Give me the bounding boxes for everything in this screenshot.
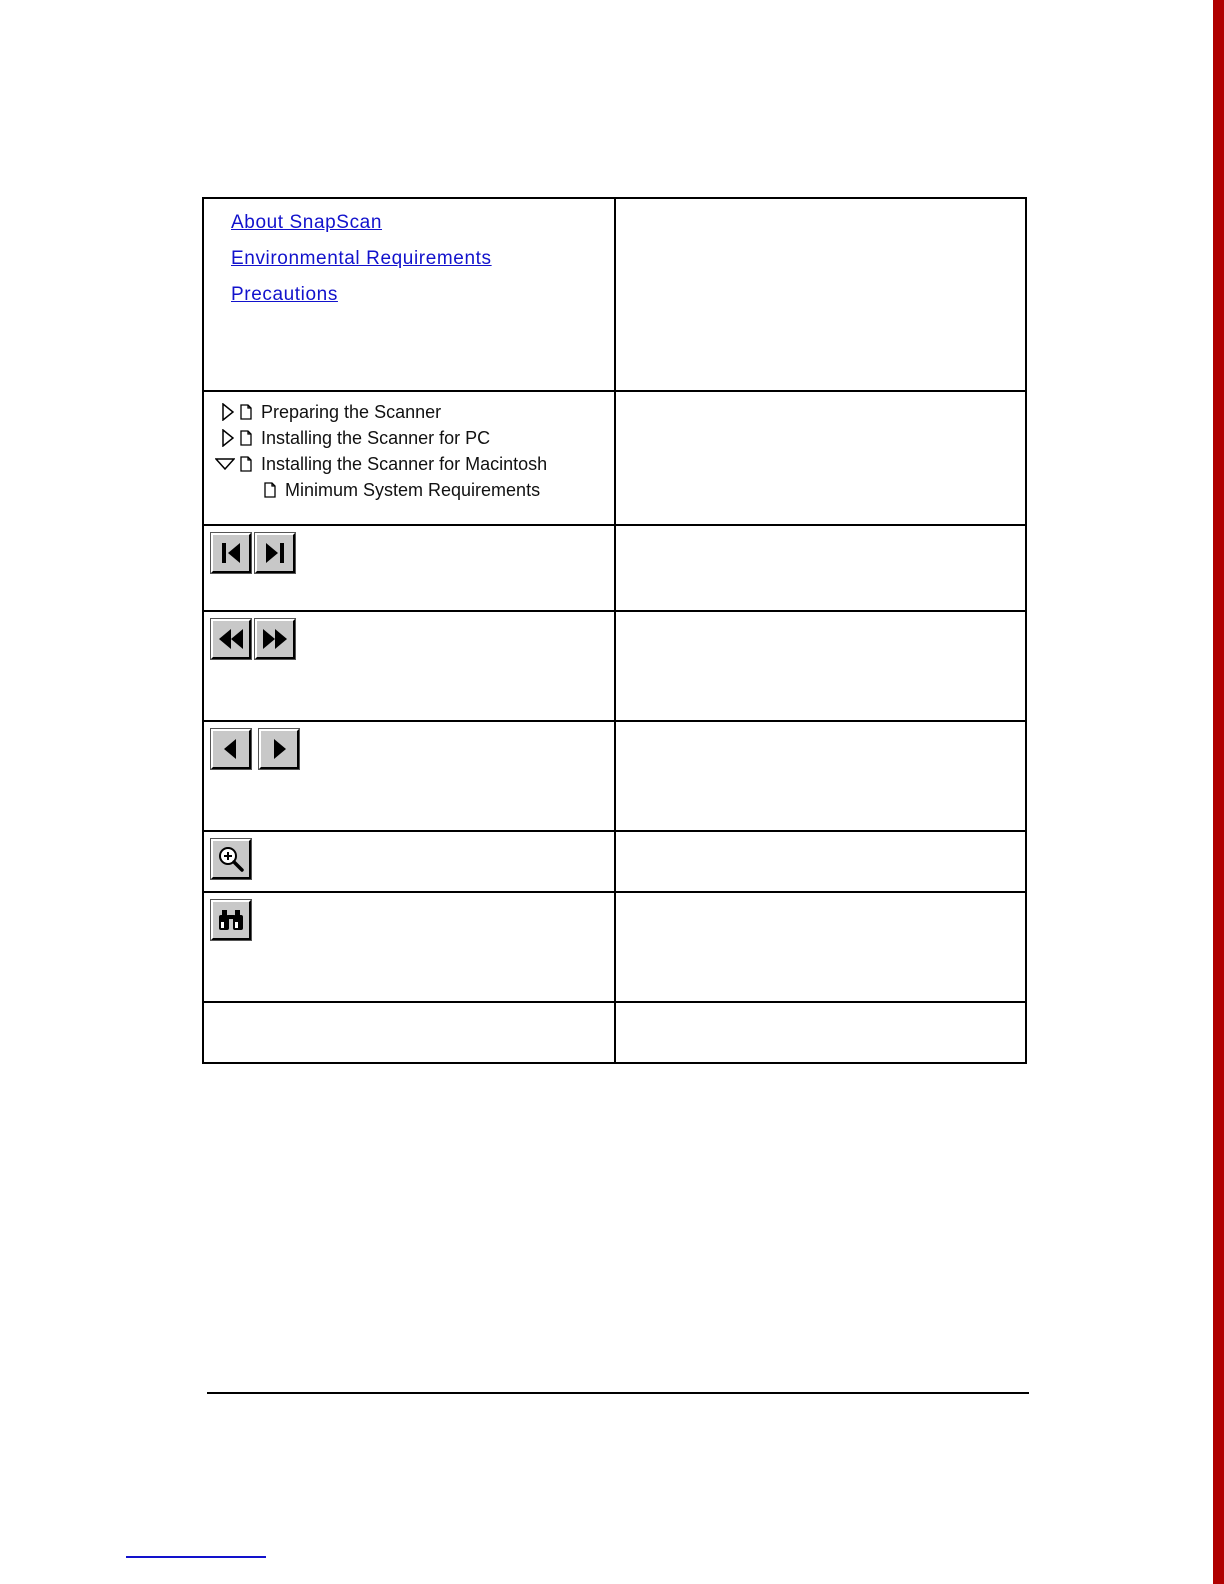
table-row (203, 831, 1026, 892)
prev-next-buttons-cell (203, 721, 615, 831)
description-cell (615, 391, 1026, 525)
document-icon (264, 482, 276, 498)
link-precautions[interactable]: Precautions (231, 284, 338, 305)
rewind-icon (217, 626, 245, 652)
bookmark-tree-cell (203, 391, 615, 525)
zoom-button-cell (203, 831, 615, 892)
tree-item-preparing[interactable] (220, 399, 614, 425)
tree-item-label: Preparing the Scanner (261, 401, 442, 422)
table-row (203, 525, 1026, 611)
link-about-snapscan[interactable]: About SnapScan (231, 212, 383, 233)
back-forward-buttons-cell (203, 611, 615, 721)
first-page-button[interactable] (211, 533, 251, 573)
bookmark-tree (204, 392, 614, 503)
description-cell (615, 611, 1026, 721)
description-cell (615, 831, 1026, 892)
last-page-icon (262, 540, 288, 566)
tree-item-installing-pc[interactable] (220, 425, 614, 451)
fast-forward-icon (261, 626, 289, 652)
document-icon (240, 430, 252, 446)
tree-item-min-requirements[interactable] (220, 477, 614, 503)
zoom-button[interactable] (211, 839, 251, 879)
go-forward-button[interactable] (255, 619, 295, 659)
description-cell (615, 198, 1026, 391)
footer-link-underline[interactable] (126, 1556, 266, 1558)
previous-page-icon (218, 736, 244, 762)
description-cell (615, 525, 1026, 611)
find-button[interactable] (211, 900, 251, 940)
document-icon (240, 404, 252, 420)
empty-cell (203, 1002, 615, 1063)
tree-item-installing-mac[interactable] (220, 451, 614, 477)
table-row (203, 721, 1026, 831)
description-cell (615, 1002, 1026, 1063)
expand-triangle-icon[interactable] (220, 402, 236, 422)
next-page-button[interactable] (259, 729, 299, 769)
next-page-icon (266, 736, 292, 762)
navigation-help-table (202, 197, 1027, 1064)
table-row (203, 198, 1026, 391)
table-row (203, 1002, 1026, 1063)
binoculars-icon (217, 907, 245, 933)
description-cell (615, 721, 1026, 831)
tree-item-label: Installing the Scanner for PC (261, 427, 491, 448)
previous-page-button[interactable] (211, 729, 251, 769)
footer-divider (207, 1392, 1029, 1394)
table-row (203, 611, 1026, 721)
table-row (203, 892, 1026, 1002)
first-last-buttons-cell (203, 525, 615, 611)
link-environmental-requirements[interactable]: Environmental Requirements (231, 248, 492, 269)
table-row (203, 391, 1026, 525)
description-cell (615, 892, 1026, 1002)
zoom-in-icon (217, 845, 245, 873)
document-icon (240, 456, 252, 472)
collapse-triangle-icon[interactable] (214, 454, 236, 474)
bookmark-links-cell (203, 198, 615, 391)
expand-triangle-icon[interactable] (220, 428, 236, 448)
tree-item-label: Minimum System Requirements (285, 479, 541, 500)
last-page-button[interactable] (255, 533, 295, 573)
find-button-cell (203, 892, 615, 1002)
first-page-icon (218, 540, 244, 566)
go-back-button[interactable] (211, 619, 251, 659)
page-edge-bar (1213, 0, 1224, 1584)
tree-item-label: Installing the Scanner for Macintosh (261, 453, 548, 474)
